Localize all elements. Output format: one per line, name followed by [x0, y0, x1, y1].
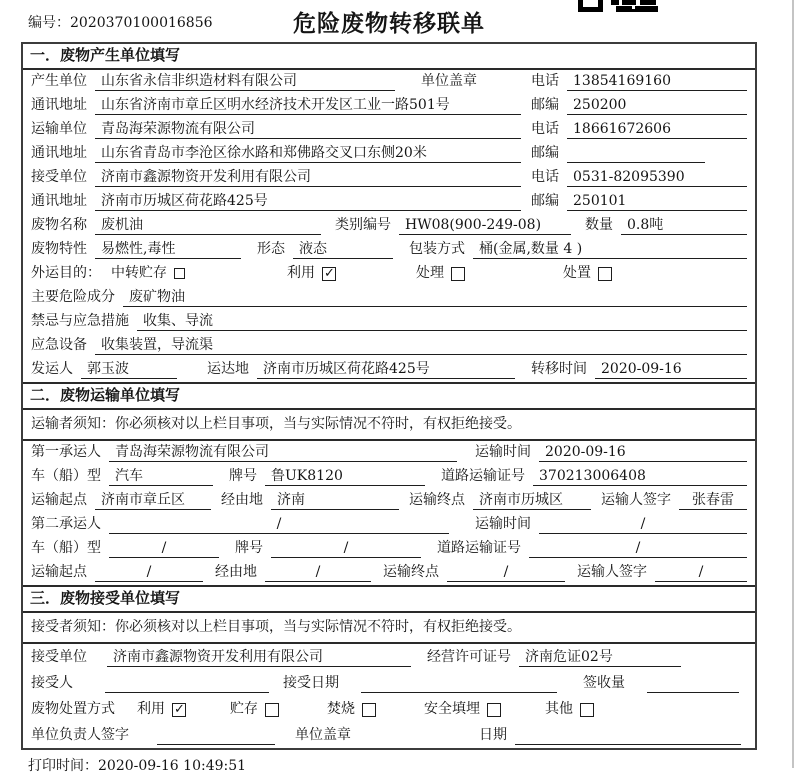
- via-value: 济南: [271, 491, 399, 510]
- terminus-value: /: [447, 563, 565, 582]
- purpose-option-dispose: [563, 264, 612, 283]
- row-right: [531, 120, 747, 139]
- received-amount-label: 签收量: [583, 675, 625, 691]
- transporter-sign-label: 运输人签字: [601, 492, 671, 508]
- form-label: 形态: [257, 241, 285, 257]
- phone-label: 电话: [531, 73, 559, 89]
- checkbox-transit: [174, 268, 185, 279]
- address-value: 济南市历城区荷花路425号: [95, 192, 521, 211]
- transfer-purpose-label: 外运目的：: [31, 265, 101, 281]
- transfer-time-label: 转移时间: [531, 361, 587, 377]
- address-value: 山东省青岛市李沧区徐水路和郑佛路交叉口东侧20米: [95, 144, 521, 163]
- row-right: [531, 96, 747, 115]
- checkbox-landfill: [487, 703, 501, 717]
- row-right: [531, 168, 747, 187]
- checkbox-other: [580, 703, 594, 717]
- field-row-hazard-components: [23, 286, 755, 310]
- accept-person-value: [105, 674, 269, 693]
- zip-label: 邮编: [531, 145, 559, 161]
- quantity-value: 0.8吨: [621, 216, 747, 235]
- checkbox-incinerate: [362, 703, 376, 717]
- disposal-option-store: [230, 700, 279, 719]
- row-right: [531, 72, 747, 91]
- row-right: [531, 192, 747, 211]
- purpose-option-treat: [416, 264, 465, 283]
- option-label: 贮存: [230, 701, 258, 717]
- field-row-receive-address: [23, 190, 755, 214]
- address-label: 通讯地址: [31, 193, 87, 209]
- plate-label: 牌号: [235, 540, 263, 556]
- row-right: [531, 144, 747, 163]
- category-code-value: HW08(900-249-08): [399, 216, 571, 235]
- field-row-receive-unit: [23, 166, 755, 190]
- field-row-vehicle-2: [23, 537, 755, 561]
- packaging-label: 包装方式: [409, 241, 465, 257]
- plate-value: 鲁UK8120: [265, 467, 425, 486]
- vehicle-type-label: 车（船）型: [31, 468, 101, 484]
- print-time-value: 2020-09-16 10:49:51: [98, 758, 247, 774]
- page-edge: [792, 0, 794, 768]
- license-label: 经营许可证号: [427, 649, 511, 665]
- option-label: 安全填埋: [424, 701, 480, 717]
- waste-traits-value: 易燃性,毒性: [95, 240, 241, 259]
- producer-label: 产生单位: [31, 73, 87, 89]
- serial-value: 2020370100016856: [70, 15, 213, 31]
- disposal-option-incinerate: [327, 700, 376, 719]
- phone-value: 0531-82095390: [567, 168, 747, 187]
- category-code-label: 类别编号: [335, 217, 391, 233]
- second-carrier-label: 第二承运人: [31, 516, 101, 532]
- form-value: 液态: [293, 240, 393, 259]
- origin-value: /: [95, 563, 203, 582]
- quantity-label: 数量: [585, 217, 613, 233]
- checkbox-dispose: [598, 267, 612, 281]
- unit-seal-label: 单位盖章: [295, 727, 351, 743]
- document-header: [0, 0, 796, 42]
- transport-time-label: 运输时间: [475, 516, 531, 532]
- first-carrier-label: 第一承运人: [31, 444, 101, 460]
- address-label: 通讯地址: [31, 97, 87, 113]
- road-permit-label: 道路运输证号: [441, 468, 525, 484]
- field-row-emergency-equipment: [23, 334, 755, 358]
- serial-label: 编号：: [28, 15, 70, 31]
- received-amount-value: [647, 674, 739, 693]
- transport-time-value: 2020-09-16: [539, 443, 747, 462]
- checkbox-store: [265, 703, 279, 717]
- accept-date-value: [361, 674, 557, 693]
- option-label: 利用: [287, 265, 315, 281]
- vehicle-type-value: 汽车: [109, 467, 213, 486]
- origin-value: 济南市章丘区: [95, 491, 211, 510]
- zip-value: 250101: [567, 192, 747, 211]
- waste-name-value: 废机油: [95, 216, 321, 235]
- field-row-route-2: [23, 561, 755, 585]
- first-carrier-value: 青岛海荣源物流有限公司: [109, 443, 457, 462]
- disposal-option-landfill: [424, 700, 501, 719]
- phone-label: 电话: [531, 169, 559, 185]
- plate-value: /: [271, 539, 421, 558]
- accept-date-label: 接受日期: [283, 675, 339, 691]
- row-left: [31, 96, 531, 115]
- dispatcher-value: 郭玉波: [81, 360, 177, 379]
- accept-unit-label: 接受单位: [31, 649, 87, 665]
- section3-notice: 接受者须知：你必须核对以上栏目事项，当与实际情况不符时，有权拒绝接受。: [23, 613, 755, 644]
- field-row-transport-unit: [23, 118, 755, 142]
- transfer-form: [21, 42, 757, 750]
- receive-unit-value: 济南市鑫源物资开发利用有限公司: [95, 168, 521, 187]
- field-row-disposal-method: [23, 696, 755, 722]
- phone-value: 13854169160: [567, 72, 747, 91]
- origin-label: 运输起点: [31, 564, 87, 580]
- vehicle-type-value: /: [109, 539, 219, 558]
- page-title: 危险废物转移联单: [293, 10, 485, 36]
- second-carrier-value: /: [109, 515, 449, 534]
- disposal-method-label: 废物处置方式: [31, 701, 115, 717]
- destination-label: 运达地: [207, 361, 249, 377]
- option-label: 处理: [416, 265, 444, 281]
- phone-value: 18661672606: [567, 120, 747, 139]
- transporter-sign-label: 运输人签字: [577, 564, 647, 580]
- option-label: 其他: [545, 701, 573, 717]
- responsible-sign-label: 单位负责人签字: [31, 727, 129, 743]
- field-row-accept-unit: [23, 644, 755, 670]
- via-value: /: [265, 563, 371, 582]
- destination-value: 济南市历城区荷花路425号: [257, 360, 515, 379]
- disposal-option-utilize: [137, 700, 186, 719]
- emergency-equipment-label: 应急设备: [31, 337, 87, 353]
- date-value: [515, 726, 741, 745]
- row-left: [31, 144, 531, 163]
- field-row-second-carrier: [23, 513, 755, 537]
- transport-unit-label: 运输单位: [31, 121, 87, 137]
- field-row-transfer-purpose: [23, 262, 755, 286]
- row-left: [31, 72, 531, 91]
- accept-unit-value: 济南市鑫源物资开发利用有限公司: [107, 648, 411, 667]
- producer-value: 山东省永信非织造材料有限公司: [95, 72, 395, 91]
- field-row-first-carrier: [23, 441, 755, 465]
- field-row-signature: [23, 722, 755, 748]
- origin-label: 运输起点: [31, 492, 87, 508]
- address-label: 通讯地址: [31, 145, 87, 161]
- field-row-producer-address: [23, 94, 755, 118]
- packaging-value: 桶(金属,数量 4 ): [473, 240, 747, 259]
- phone-label: 电话: [531, 121, 559, 137]
- option-label: 利用: [137, 701, 165, 717]
- checkbox-utilize: [322, 267, 336, 281]
- terminus-label: 运输终点: [409, 492, 465, 508]
- accept-person-label: 接受人: [31, 675, 73, 691]
- option-label: 焚烧: [327, 701, 355, 717]
- transporter-sign-value: 张春雷: [679, 491, 747, 510]
- field-row-dispatch: [23, 358, 755, 382]
- via-label: 经由地: [221, 492, 263, 508]
- field-row-waste-name: [23, 214, 755, 238]
- row-left: [31, 192, 531, 211]
- purpose-option-transit: [111, 264, 185, 283]
- print-time: [28, 755, 796, 775]
- field-row-transport-address: [23, 142, 755, 166]
- section3: [23, 585, 755, 748]
- purpose-option-utilize: [287, 264, 336, 283]
- field-row-waste-traits: [23, 238, 755, 262]
- waste-traits-label: 废物特性: [31, 241, 87, 257]
- via-label: 经由地: [215, 564, 257, 580]
- hazard-components-value: 废矿物油: [123, 288, 747, 307]
- row-left: [31, 168, 531, 187]
- unit-seal-label: 单位盖章: [421, 73, 477, 89]
- option-label: 中转贮存: [111, 265, 167, 281]
- taboo-measures-label: 禁忌与应急措施: [31, 313, 129, 329]
- field-row-vehicle-1: [23, 465, 755, 489]
- field-row-taboo-measures: [23, 310, 755, 334]
- zip-value: 250200: [567, 96, 747, 115]
- road-permit-label: 道路运输证号: [437, 540, 521, 556]
- checkbox-treat: [451, 267, 465, 281]
- taboo-measures-value: 收集、导流: [137, 312, 747, 331]
- license-value: 济南危证02号: [519, 648, 681, 667]
- transporter-sign-value: /: [655, 563, 747, 582]
- option-label: 处置: [563, 265, 591, 281]
- transport-unit-value: 青岛海荣源物流有限公司: [95, 120, 521, 139]
- transfer-time-value: 2020-09-16: [595, 360, 747, 379]
- terminus-label: 运输终点: [383, 564, 439, 580]
- terminus-value: 济南市历城区: [473, 491, 591, 510]
- field-row-producer: [23, 70, 755, 94]
- disposal-option-other: [545, 700, 594, 719]
- zip-label: 邮编: [531, 193, 559, 209]
- emergency-equipment-value: 收集装置，导流渠: [95, 336, 747, 355]
- plate-label: 牌号: [229, 468, 257, 484]
- transport-time-value: /: [539, 515, 747, 534]
- row-left: [31, 120, 531, 139]
- responsible-sign-value: [157, 726, 275, 745]
- zip-label: 邮编: [531, 97, 559, 113]
- hazard-components-label: 主要危险成分: [31, 289, 115, 305]
- transport-time-label: 运输时间: [475, 444, 531, 460]
- print-time-label: 打印时间：: [28, 758, 98, 774]
- section3-header: 三．废物接受单位填写: [23, 585, 755, 613]
- road-permit-value: 370213006408: [533, 467, 747, 486]
- checkbox-utilize: [172, 703, 186, 717]
- section2-header: 二．废物运输单位填写: [23, 382, 755, 410]
- field-row-accept-person: [23, 670, 755, 696]
- section2-notice: 运输者须知：你必须核对以上栏目事项，当与实际情况不符时，有权拒绝接受。: [23, 410, 755, 441]
- field-row-route-1: [23, 489, 755, 513]
- waste-name-label: 废物名称: [31, 217, 87, 233]
- address-value: 山东省济南市章丘区明水经济技术开发区工业一路501号: [95, 96, 521, 115]
- dispatcher-label: 发运人: [31, 361, 73, 377]
- qr-code-fragment: [578, 0, 658, 12]
- receive-unit-label: 接受单位: [31, 169, 87, 185]
- section1-header: 一．废物产生单位填写: [23, 44, 755, 70]
- road-permit-value: /: [529, 539, 747, 558]
- vehicle-type-label: 车（船）型: [31, 540, 101, 556]
- date-label: 日期: [479, 727, 507, 743]
- zip-value: [567, 144, 705, 163]
